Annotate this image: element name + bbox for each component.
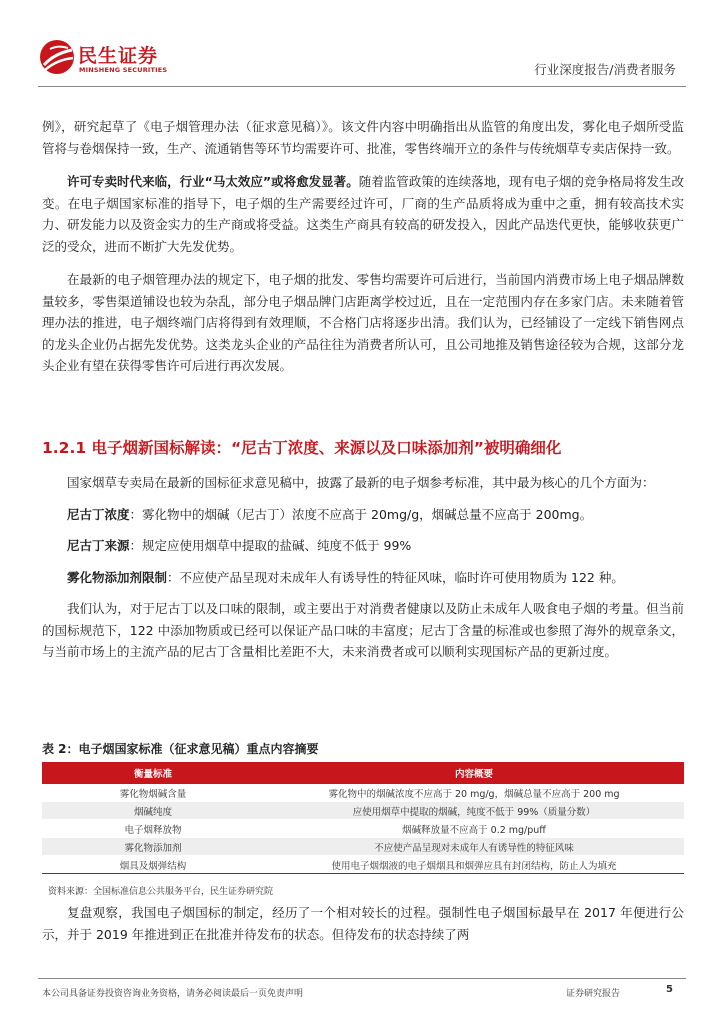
cell-summary: 应使用烟草中提取的烟碱，纯度不低于 99%（质量分数）	[264, 802, 684, 820]
column-header-criterion: 衡量标准	[42, 762, 264, 784]
item-label: 尼古丁浓度	[67, 506, 130, 522]
table-row	[42, 856, 684, 874]
table-row	[42, 838, 684, 856]
cell-summary: 不应使产品呈现对未成年人有诱导性的特征风味	[264, 838, 684, 856]
table-row	[42, 820, 684, 838]
paragraph-body: 随着监管政策的连续落地，现有电子烟的竞争格局将发生改变。在电子烟国家标准的指导下，电子烟的生产需要经过许可，厂商的生产品质将成为重中之重，拥有较高技术实力、研发能力以及资金实力的生产商或将受益。这类生产商具有较高的研发投入，因此产品迭代更快，能够收获更广泛的受众，进而不断扩大先发优势。	[42, 174, 684, 254]
cell-criterion: 烟碱纯度	[42, 802, 264, 820]
page-number: 5	[666, 984, 673, 995]
standard-summary-table	[42, 762, 684, 874]
logo-english-name: MINSHENG SECURITIES	[79, 66, 168, 74]
item-text: ：规定应使用烟草中提取的盐碱、纯度不低于 99%	[129, 538, 412, 553]
paragraph-nicotine-concentration	[42, 504, 684, 526]
body-text-mid	[42, 472, 684, 673]
table-source-note: 资料来源：全国标准信息公共服务平台，民生证券研究院	[48, 887, 274, 897]
footer-divider	[38, 978, 686, 979]
paragraph-continued: 例》，研究起草了《电子烟管理办法（征求意见稿）》。该文件内容中明确指出从监管的角度出发，雾化电子烟所受监管将与卷烟保持一致，生产、流通销售等环节均需要许可、批准，零售终端开立的条件与传统烟草专卖店保持一致。	[42, 119, 684, 156]
cell-summary: 雾化物中的烟碱浓度不应高于 20 mg/g，烟碱总量不应高于 200 mg	[264, 784, 684, 802]
paragraph-history-review: 复盘观察，我国电子烟国标的制定，经历了一个相对较长的过程。强制性电子烟国标最早在 2017 年便进行公示，并于 2019 年推进到正在批准并待发布的状态。但待发布的状态持续了两	[42, 905, 684, 942]
section-heading: 1.2.1 电子烟新国标解读：“尼古丁浓度、来源以及口味添加剂”被明确细化	[42, 439, 562, 457]
logo-mark-icon	[38, 38, 76, 76]
item-label: 尼古丁来源	[67, 538, 130, 553]
cell-criterion: 电子烟释放物	[42, 820, 264, 838]
paragraph-nicotine-source	[42, 535, 684, 557]
report-category: 行业深度报告/消费者服务	[534, 62, 676, 77]
cell-summary: 烟碱释放量不应高于 0.2 mg/puff	[264, 820, 684, 838]
body-text-top	[42, 116, 684, 389]
table-row	[42, 784, 684, 802]
cell-criterion: 雾化物烟碱含量	[42, 784, 264, 802]
paragraph-retail-management: 在最新的电子烟管理办法的规定下，电子烟的批发、零售均需要许可后进行，当前国内消费市场上电子烟品牌数量较多，零售渠道铺设也较为杂乱，部分电子烟品牌门店距离学校过近，且在一定范围内存在多家门店。未来随着管理办法的推进，电子烟终端门店将得到有效理顺，不合格门店将逐步出清。我们认为，已经铺设了一定线下销售网点的龙头企业仍占据先发优势。这类龙头企业的产品往往为消费者所认可，且公司地推及销售途径较为合规，这部分龙头企业有望在获得零售许可后进行再次发展。	[42, 272, 684, 373]
footer-report-type: 证券研究报告	[566, 989, 621, 999]
logo-chinese-name: 民生证券	[78, 45, 159, 67]
paragraph-analysis: 我们认为，对于尼古丁以及口味的限制，或主要出于对消费者健康以及防止未成年人吸食电子烟的考量。但当前的国标规范下，122 中添加物质或已经可以保证产品口味的丰富度；尼古丁含量的标准或也参照了海外的规章条文，与当前市场上的主流产品的尼古丁含量相比差距不大，未来消费者或可以顺利实现国标产品的更新过度。	[42, 601, 684, 659]
item-text: ：雾化物中的烟碱（尼古丁）浓度不应高于 20mg/g，烟碱总量不应高于 200mg。	[129, 506, 593, 522]
cell-summary: 使用电子烟烟液的电子烟烟具和烟弹应具有封闭结构，防止人为填充	[264, 856, 684, 874]
table-title: 表 2：电子烟国家标准（征求意见稿）重点内容摘要	[42, 742, 319, 756]
item-label: 雾化物添加剂限制	[67, 569, 168, 585]
paragraph-standard-intro: 国家烟草专卖局在最新的国标征求意见稿中，披露了最新的电子烟参考标准，其中最为核心的几个方面为：	[67, 475, 655, 490]
paragraph-lead-bold: 许可专卖时代来临，行业“马太效应”或将愈发显著。	[67, 174, 359, 189]
header-divider	[38, 86, 686, 87]
table-row	[42, 802, 684, 820]
company-logo	[38, 38, 178, 78]
paragraph-license-era	[42, 171, 684, 257]
footer-disclaimer: 本公司具备证券投资咨询业务资格，请务必阅读最后一页免责声明	[42, 989, 304, 999]
column-header-summary: 内容概要	[264, 762, 684, 784]
item-text: ：不应使产品呈现对未成年人有诱导性的特征风味，临时许可使用物质为 122 种。	[167, 569, 624, 585]
paragraph-additive-limit	[42, 567, 684, 589]
table-header-row	[42, 762, 684, 784]
cell-criterion: 雾化物添加剂	[42, 838, 264, 856]
body-text-bottom	[42, 902, 684, 945]
cell-criterion: 烟具及烟弹结构	[42, 856, 264, 874]
page-header	[0, 0, 724, 88]
